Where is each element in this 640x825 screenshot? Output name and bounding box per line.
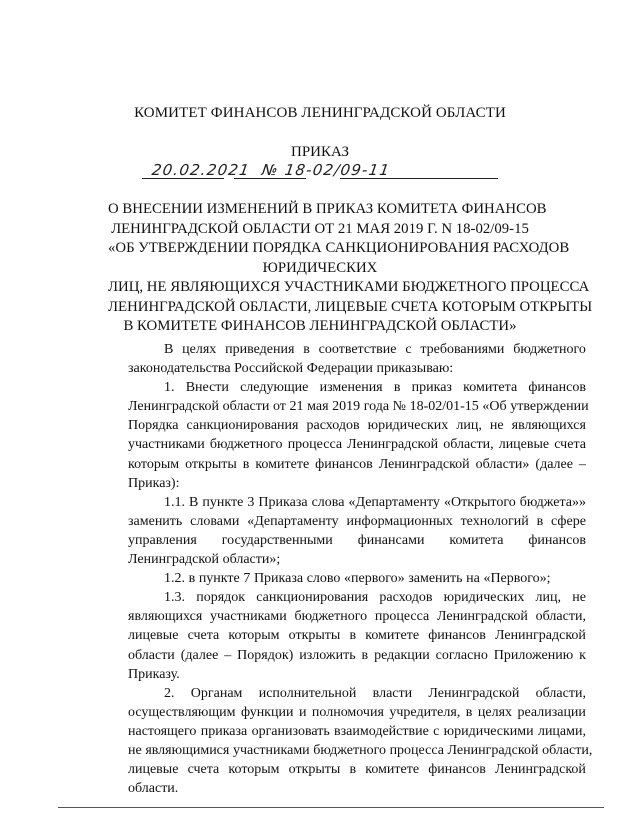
title-line: О ВНЕСЕНИИ ИЗМЕНЕНИЙ В ПРИКАЗ КОМИТЕТА ФИНАНСОВ [108, 201, 547, 217]
handwritten-date: 20.02.2021 [150, 161, 252, 179]
body-line: 1.1. В пункте 3 Приказа слова «Департаменту «Открытого бюджета»» [164, 494, 586, 510]
body-line: являющихся участниками бюджетного процесса Ленинградской области, [128, 609, 586, 625]
body-line: области. [128, 781, 179, 797]
body-line: не являющимися участниками бюджетного процесса Ленинградской области, [128, 742, 593, 758]
body-line: В целях приведения в соответствие с требованиями бюджетного [164, 342, 586, 357]
title-line: «ОБ УТВЕРЖДЕНИИ ПОРЯДКА САНКЦИОНИРОВАНИЯ РАСХОДОВ [108, 240, 570, 256]
body-line: области (далее – Порядок) изложить в редакции согласно Приложению к [128, 647, 586, 663]
body-line: осуществляющим функции и полномочия учредителя, в целях реализации [128, 704, 586, 720]
title-line: В КОМИТЕТЕ ФИНАНСОВ ЛЕНИНГРАДСКОЙ ОБЛАСТИ» [123, 318, 517, 334]
body-line: участниками бюджетного процесса Ленинградской области, лицевые счета [128, 437, 586, 453]
body-line: Приказ): [128, 475, 180, 491]
body-line: 1.2. в пункте 7 Приказа слово «первого» заменить на «Первого»; [164, 571, 551, 587]
order-title [108, 200, 593, 337]
body-line: 2. Органам исполнительной власти Ленинградской области, [164, 685, 586, 701]
body-line: заменить словами «Департаменту информационных технологий в сфере [128, 513, 586, 529]
body-line: управления государственными финансами комитета финансов [128, 532, 586, 548]
title-line: ЛЕНИНГРАДСКОЙ ОБЛАСТИ ОТ 21 МАЯ 2019 Г. N 18-02/09-15 [111, 220, 529, 237]
body-line: настоящего приказа организовать взаимодействие с юридическими лицами, [128, 723, 586, 739]
order-body [128, 340, 593, 798]
committee-name: КОМИТЕТ ФИНАНСОВ ЛЕНИНГРАДСКОЙ ОБЛАСТИ [134, 105, 506, 121]
body-line: Ленинградской области»; [128, 552, 281, 568]
body-line: законодательства Российской Федерации приказываю: [128, 361, 454, 377]
body-line: Ленинградской области от 21 мая 2019 года № 18-02/01-15 «Об утверждении [128, 399, 589, 415]
title-line: ЛЕНИНГРАДСКОЙ ОБЛАСТИ, ЛИЦЕВЫЕ СЧЕТА КОТОРЫМ ОТКРЫТЫ [108, 298, 593, 315]
body-line: 1.3. порядок санкционирования расходов юридических лиц, не [164, 590, 586, 606]
title-line: ЛИЦ, НЕ ЯВЛЯЮЩИХСЯ УЧАСТНИКАМИ БЮДЖЕТНОГО ПРОЦЕССА [108, 279, 590, 295]
handwritten-number: № 18-02/09-11 [260, 161, 392, 179]
body-line: Порядка санкционирования расходов юридических лиц, не являющихся [128, 418, 586, 434]
body-line: Приказу. [128, 666, 180, 682]
footer-divider [58, 807, 604, 808]
body-line: которым открыты в комитете финансов Ленинградской области» (далее – [128, 456, 586, 472]
order-heading: ПРИКАЗ [291, 144, 349, 160]
body-line: лицевые счета которым открыты в комитете финансов Ленинградской [128, 628, 586, 644]
title-line: ЮРИДИЧЕСКИХ [262, 259, 378, 276]
body-line: лицевые счета которым открыты в комитете финансов Ленинградской [128, 762, 586, 778]
body-line: 1. Внести следующие изменения в приказ комитета финансов [164, 380, 586, 396]
